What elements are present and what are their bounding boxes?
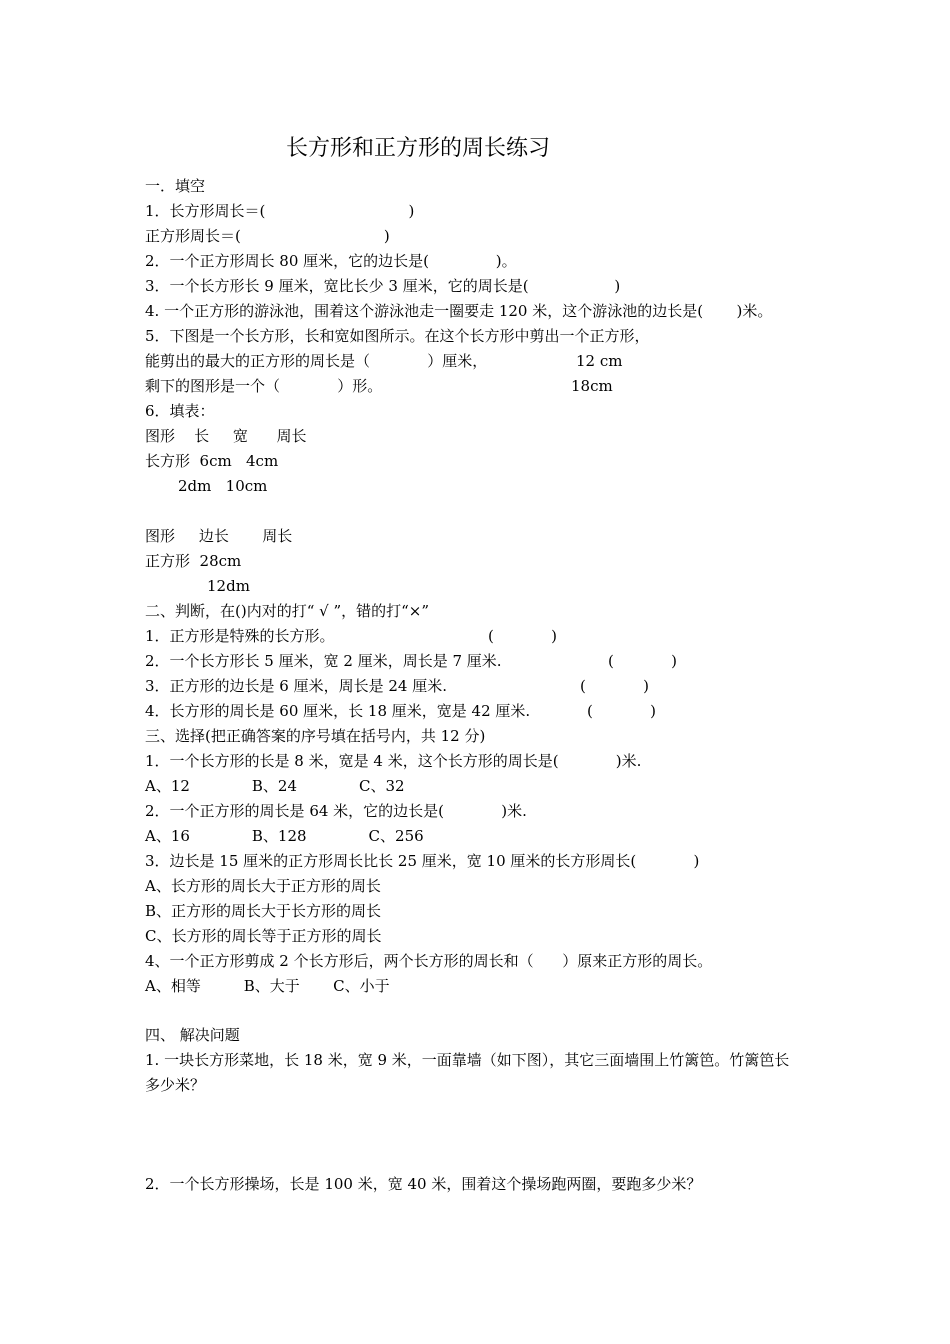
judge-answer-2: ( ) bbox=[608, 652, 677, 670]
judge-question-1: 1．正方形是特殊的长方形。 bbox=[145, 627, 335, 645]
table-1-header: 图形 长 宽 周长 bbox=[145, 427, 307, 445]
section-4-heading: 四、 解决问题 bbox=[145, 1026, 240, 1044]
table-1-row-1: 长方形 6cm 4cm bbox=[145, 452, 279, 470]
choice-option-3a: A、长方形的周长大于正方形的周长 bbox=[145, 877, 381, 895]
choice-question-4: 4、一个正方形剪成 2 个长方形后，两个长方形的周长和（ ）原来正方形的周长。 bbox=[145, 952, 713, 970]
question-1a: 1．长方形周长＝( ) bbox=[145, 202, 415, 220]
solve-question-2: 2．一个长方形操场，长是 100 米，宽 40 米，围着这个操场跑两圈，要跑多少米？ bbox=[145, 1175, 702, 1193]
choice-option-3b: B、正方形的周长大于长方形的周长 bbox=[145, 902, 382, 920]
table-1-row-2: 2dm 10cm bbox=[178, 477, 268, 495]
choice-question-3: 3．边长是 15 厘米的正方形周长比长 25 厘米，宽 10 厘米的长方形周长( ) bbox=[145, 852, 700, 870]
judge-question-4: 4．长方形的周长是 60 厘米，长 18 厘米，宽是 42 厘米. bbox=[145, 702, 531, 720]
section-3-heading: 三、选择(把正确答案的序号填在括号内，共 12 分) bbox=[145, 727, 486, 745]
choice-options-1: A、12 B、24 C、32 bbox=[145, 777, 405, 795]
choice-options-2: A、16 B、128 C、256 bbox=[145, 827, 424, 845]
choice-option-3c: C、长方形的周长等于正方形的周长 bbox=[145, 927, 382, 945]
choice-question-2: 2．一个正方形的周长是 64 米，它的边长是( )米. bbox=[145, 802, 527, 820]
question-2: 2．一个正方形周长 80 厘米，它的边长是( )。 bbox=[145, 252, 517, 270]
section-1-heading: 一．填空 bbox=[145, 177, 206, 195]
table-2-row-2: 12dm bbox=[207, 577, 250, 595]
question-3: 3．一个长方形长 9 厘米，宽比长少 3 厘米，它的周长是( ) bbox=[145, 277, 621, 295]
rect-length-label: 18cm bbox=[571, 377, 613, 395]
page-title: 长方形和正方形的周长练习 bbox=[286, 136, 551, 161]
question-5c: 剩下的图形是一个（ ）形。 bbox=[145, 377, 383, 395]
judge-answer-3: ( ) bbox=[580, 677, 649, 695]
choice-options-4: A、相等 B、大于 C、小于 bbox=[145, 977, 390, 995]
choice-question-1: 1．一个长方形的长是 8 米，宽是 4 米，这个长方形的周长是( )米. bbox=[145, 752, 642, 770]
solve-question-1a: 1. 一块长方形菜地，长 18 米，宽 9 米，一面靠墙（如下图），其它三面墙围上竹篱笆。竹篱笆长 bbox=[145, 1051, 790, 1069]
judge-question-2: 2．一个长方形长 5 厘米，宽 2 厘米，周长是 7 厘米. bbox=[145, 652, 502, 670]
judge-answer-1: ( ) bbox=[488, 627, 557, 645]
question-4: 4. 一个正方形的游泳池，围着这个游泳池走一圈要走 120 米，这个游泳池的边长是( )米。 bbox=[145, 302, 773, 320]
rect-width-label: 12 cm bbox=[576, 352, 623, 370]
judge-answer-4: ( ) bbox=[587, 702, 656, 720]
question-5b: 能剪出的最大的正方形的周长是（ ）厘米， bbox=[145, 352, 488, 370]
question-5a: 5．下图是一个长方形，长和宽如图所示。在这个长方形中剪出一个正方形， bbox=[145, 327, 650, 345]
judge-question-3: 3．正方形的边长是 6 厘米，周长是 24 厘米. bbox=[145, 677, 448, 695]
section-2-heading: 二、判断，在()内对的打“ √ ”，错的打“×” bbox=[145, 602, 430, 620]
question-1b: 正方形周长＝( ) bbox=[145, 227, 390, 245]
solve-question-1b: 多少米？ bbox=[145, 1076, 206, 1094]
question-6: 6．填表： bbox=[145, 402, 215, 420]
table-2-row-1: 正方形 28cm bbox=[145, 552, 242, 570]
table-2-header: 图形 边长 周长 bbox=[145, 527, 293, 545]
